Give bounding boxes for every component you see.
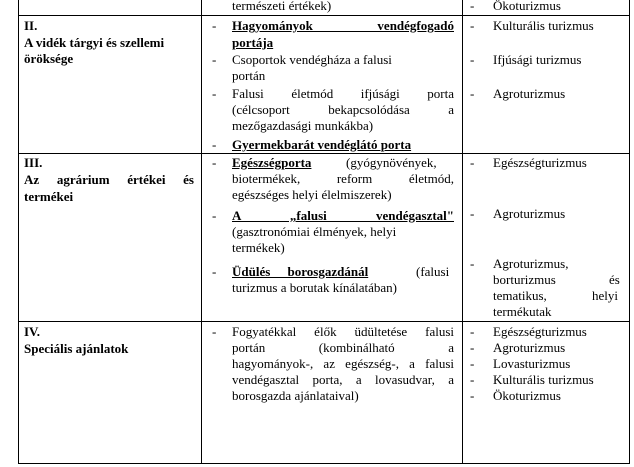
list-dash: - — [212, 324, 217, 339]
offer-text: portán (kombinálható a — [232, 340, 454, 355]
offer-title: Gyermekbarát vendéglátó porta — [232, 137, 412, 152]
row-divider — [18, 153, 630, 154]
column-divider — [201, 0, 202, 464]
column-divider — [462, 0, 463, 464]
row-number: IV. — [24, 324, 41, 339]
tourism-type: Kulturális turizmus — [493, 372, 594, 387]
list-dash: - — [470, 372, 475, 387]
row-title: A vidék tárgyi és szellemi — [24, 35, 165, 50]
offer-title: Üdülés borosgazdánál — [232, 264, 369, 279]
row-number: II. — [24, 18, 38, 33]
list-dash: - — [470, 256, 475, 271]
tourism-type: Agroturizmus — [493, 86, 566, 101]
list-dash: - — [212, 137, 217, 152]
row-title: Speciális ajánlatok — [24, 341, 129, 356]
offer-text: Csoportok vendégháza a falusi — [232, 52, 392, 67]
list-dash: - — [470, 18, 475, 33]
list-dash: - — [470, 86, 475, 101]
offer-text: (gyógynövények, — [346, 155, 437, 170]
tourism-type: Agroturizmus — [493, 206, 566, 221]
offer-text: turizmus a borutak kínálatában) — [232, 280, 397, 295]
list-dash: - — [212, 86, 217, 101]
cell-text: természeti értékek) — [232, 0, 332, 13]
row-divider — [18, 15, 630, 16]
offer-title: portája — [232, 35, 274, 50]
column-divider — [629, 0, 630, 464]
list-dash: - — [212, 155, 217, 170]
list-dash: - — [212, 18, 217, 33]
tourism-type: Egészségturizmus — [493, 155, 587, 170]
tourism-type: Egészségturizmus — [493, 324, 587, 339]
list-dash: - — [212, 264, 217, 279]
offer-title: Egészségporta — [232, 155, 312, 170]
offer-text: borosgazda ajánlataival) — [232, 388, 359, 403]
list-dash: - — [470, 356, 475, 371]
tourism-type: borturizmus — [493, 272, 556, 287]
row-title: Az agrárium értékei és — [24, 172, 194, 187]
tourism-type: Kulturális turizmus — [493, 18, 594, 33]
tourism-type: Lovasturizmus — [493, 356, 571, 371]
offer-text: (célcsoport bekapcsolódása a — [232, 102, 454, 117]
offer-text: egészséges helyi élelmiszerek) — [232, 187, 392, 202]
row-title: termékei — [24, 189, 74, 204]
tourism-type: termékutak — [493, 304, 552, 319]
list-dash: - — [470, 155, 475, 170]
tourism-type: helyi — [592, 288, 618, 303]
offer-text: Fogyatékkal élők üdültetése falusi — [232, 324, 454, 339]
tourism-type: tematikus, — [493, 288, 547, 303]
offer-text: termékek) — [232, 240, 285, 255]
tourism-type: Agroturizmus, — [493, 256, 569, 271]
list-dash: - — [470, 340, 475, 355]
row-number: III. — [24, 155, 43, 170]
list-dash: - — [470, 388, 475, 403]
offer-text: mezőgazdasági munkákba) — [232, 118, 374, 133]
offer-title: A „falusi vendégasztal" — [232, 208, 454, 223]
offer-text: biotermékek, reform életmód, — [232, 171, 454, 186]
row-divider — [18, 463, 630, 464]
list-dash: - — [470, 52, 475, 67]
tourism-type: Agroturizmus — [493, 340, 566, 355]
offer-text: Falusi életmód ifjúsági porta — [232, 86, 454, 101]
tourism-type: és — [609, 272, 620, 287]
tourism-type: Ifjúsági turizmus — [493, 52, 582, 67]
offer-text: hagyományok-, az egészség-, a falusi — [232, 356, 454, 371]
list-dash: - — [470, 324, 475, 339]
list-dash: - — [470, 206, 475, 221]
list-dash: - — [212, 52, 217, 67]
tourism-type: Ökoturizmus — [493, 388, 561, 403]
offer-text: (gasztronómiai élmények, helyi — [232, 224, 397, 239]
row-divider — [18, 321, 630, 322]
offer-text: (falusi — [416, 264, 450, 279]
list-dash: - — [470, 0, 475, 13]
tourism-type: Ökoturizmus — [493, 0, 561, 13]
list-dash: - — [212, 208, 217, 223]
offer-text: portán — [232, 68, 266, 83]
column-divider — [18, 0, 19, 464]
row-title: öröksége — [24, 51, 74, 66]
offer-title: Hagyományok vendégfogadó — [232, 18, 454, 33]
offer-text: vendégasztal porta, a lovasudvar, a — [232, 372, 454, 387]
